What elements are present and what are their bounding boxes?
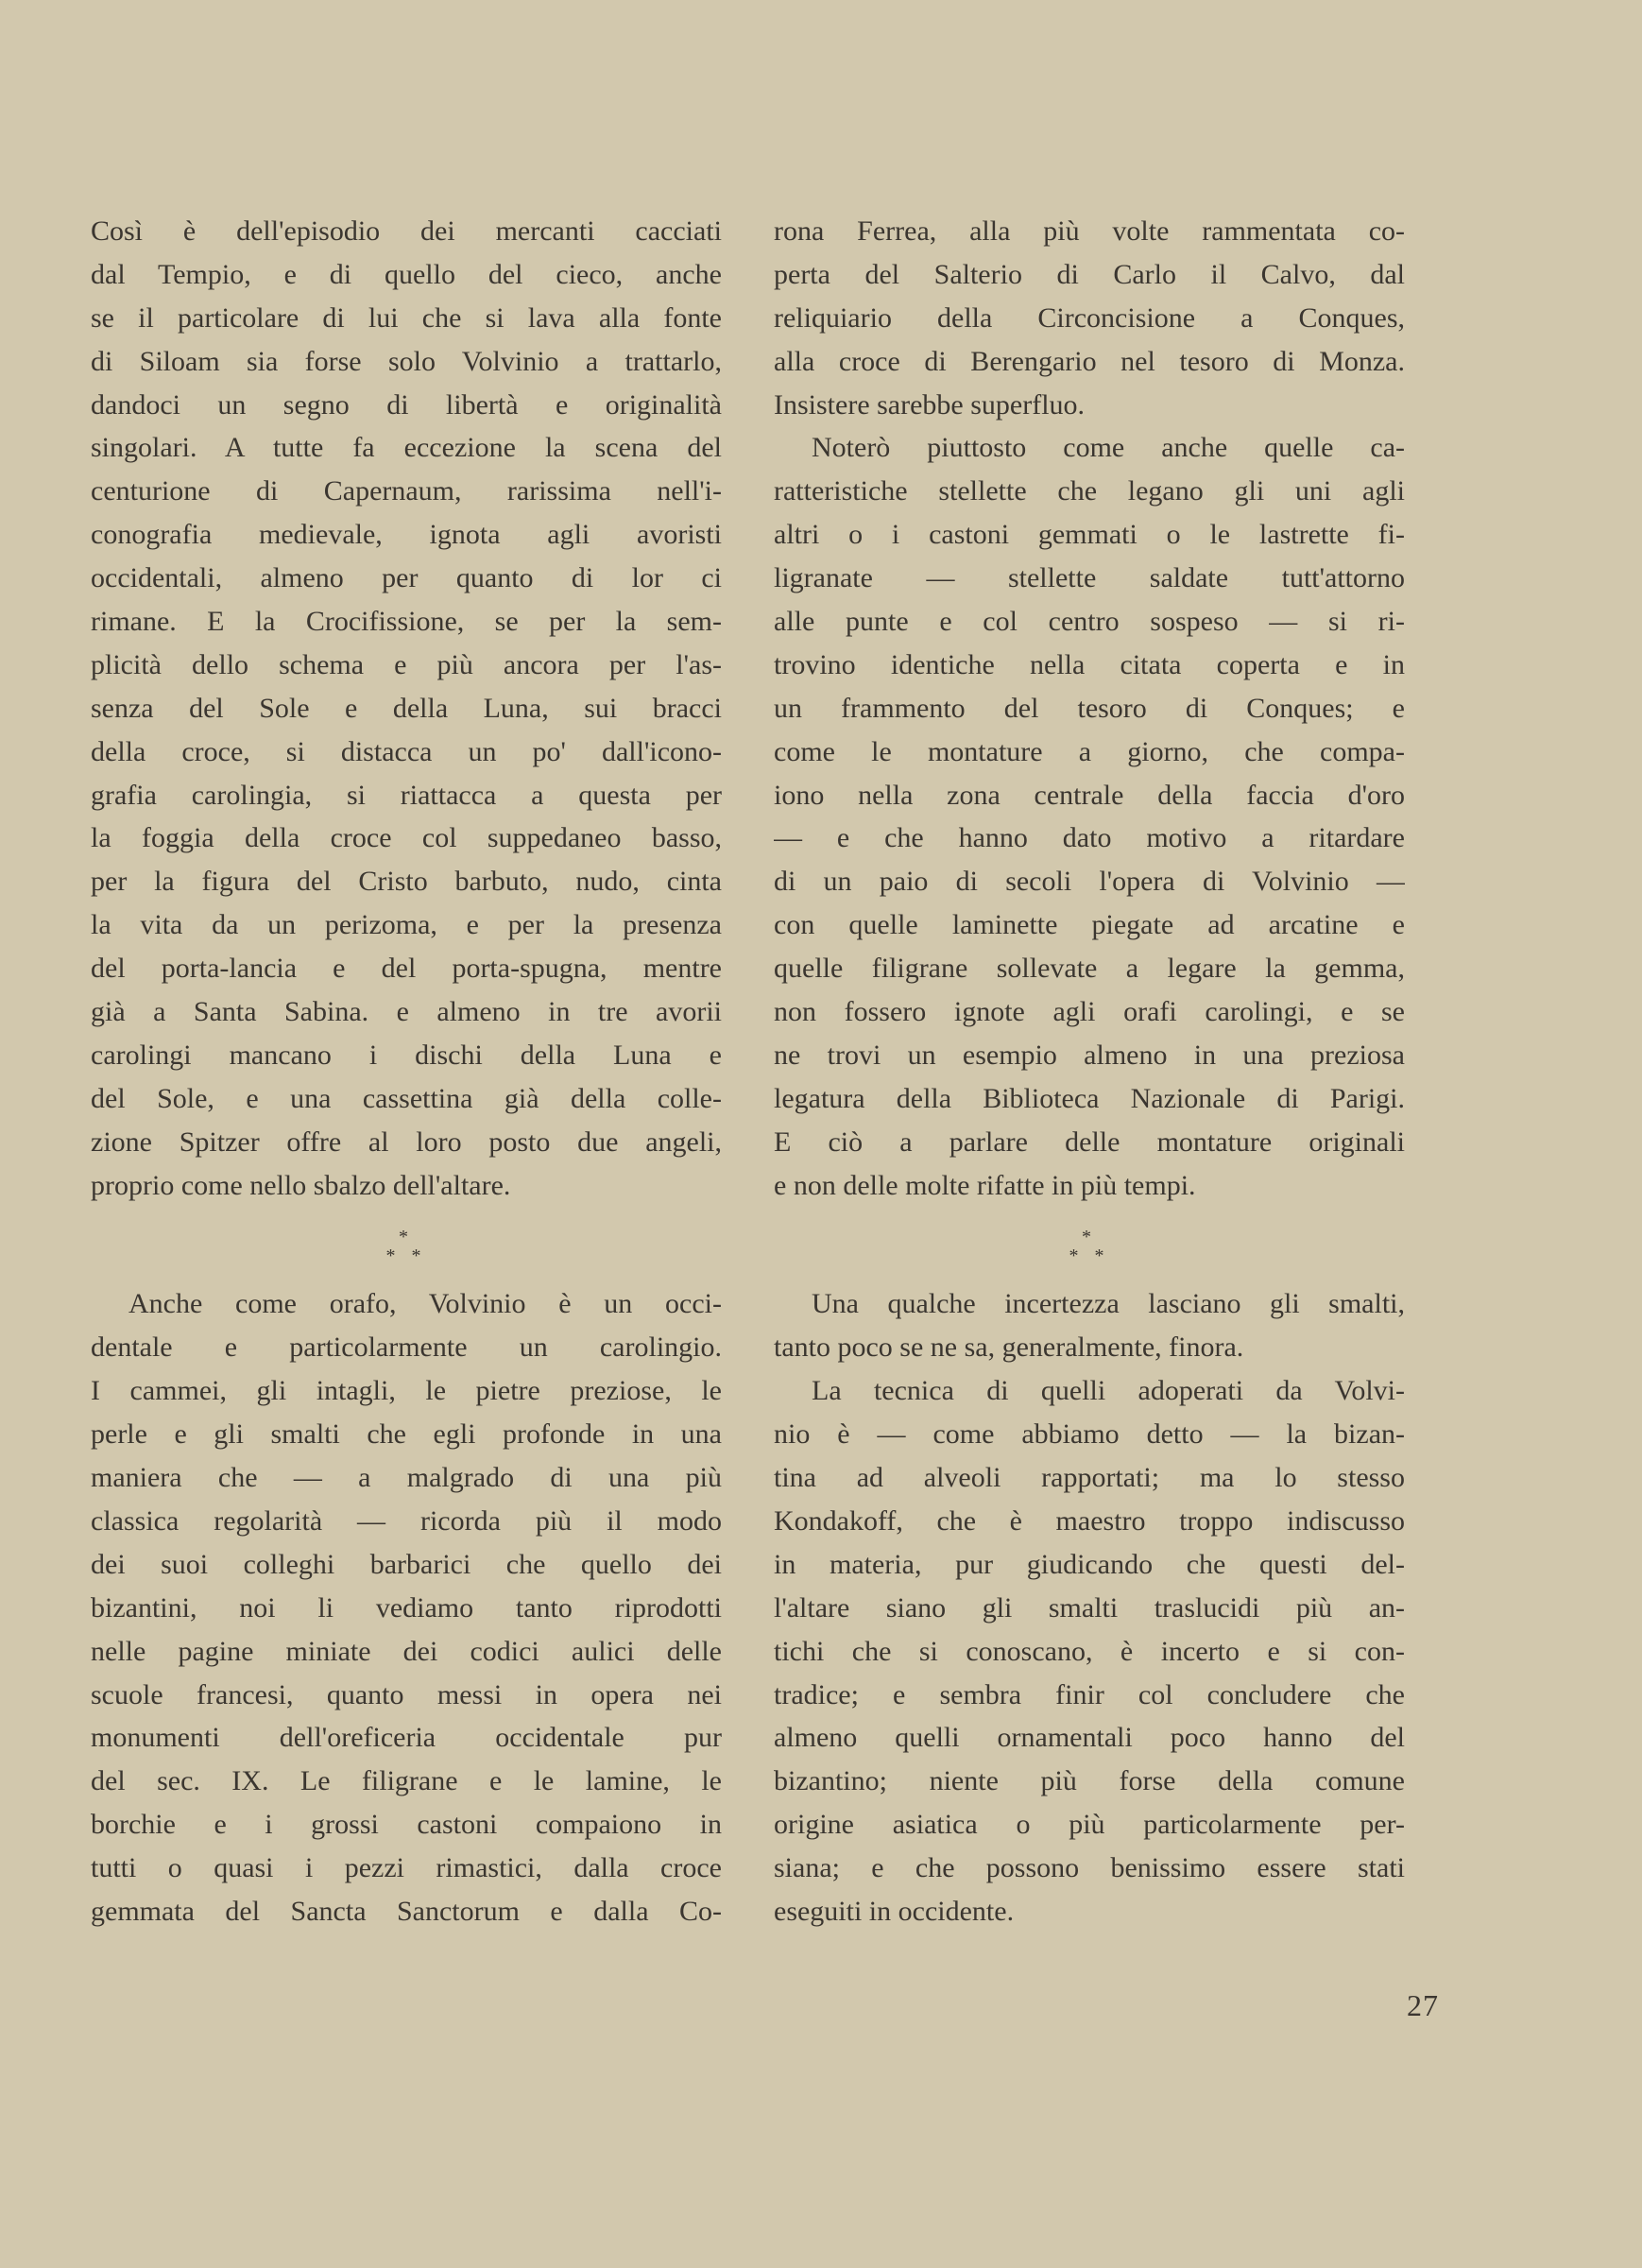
paragraph bbox=[774, 1369, 1405, 1933]
text-line: bizantino; niente più forse della comune bbox=[774, 1765, 1405, 1797]
text-line: tina ad alveoli rapportati; ma lo stesso bbox=[774, 1462, 1405, 1494]
text-line: Noterò piuttosto come anche quelle ca- bbox=[812, 432, 1405, 464]
text-line: siana; e che possono benissimo essere stati bbox=[774, 1852, 1405, 1884]
text-line: dentale e particolarmente un carolingio. bbox=[91, 1332, 722, 1364]
left-column bbox=[91, 210, 722, 1933]
text-line: con quelle laminette piegate ad arcatine e bbox=[774, 909, 1405, 941]
text-line: borchie e i grossi castoni compaiono in bbox=[91, 1809, 722, 1841]
text-line: senza del Sole e della Luna, sui bracci bbox=[91, 692, 722, 724]
text-line: almeno quelli ornamentali poco hanno del bbox=[774, 1722, 1405, 1754]
text-line: iono nella zona centrale della faccia d'oro bbox=[774, 779, 1405, 811]
text-line: rona Ferrea, alla più volte rammentata co- bbox=[774, 215, 1405, 247]
text-line: ligranate — stellette saldate tutt'attorno bbox=[774, 562, 1405, 594]
text-line: bizantini, noi li vediamo tanto riprodotti bbox=[91, 1591, 722, 1624]
page-number: 27 bbox=[1407, 1988, 1439, 2022]
asterism-bottom: * * bbox=[1069, 1246, 1110, 1267]
text-line: la foggia della croce col suppedaneo basso, bbox=[91, 822, 722, 854]
text-line: tutti o quasi i pezzi rimastici, dalla croce bbox=[91, 1852, 722, 1884]
paragraph bbox=[774, 1282, 1405, 1369]
text-line: dal Tempio, e di quello del cieco, anche bbox=[91, 258, 722, 290]
text-line: se il particolare di lui che si lava alla fonte bbox=[91, 301, 722, 334]
text-line: maniera che — a malgrado di una più bbox=[91, 1462, 722, 1494]
text-line: tanto poco se ne sa, generalmente, finora. bbox=[774, 1332, 1244, 1364]
text-line: Una qualche incertezza lasciano gli smalti, bbox=[812, 1288, 1405, 1320]
text-line: alle punte e col centro sospeso — si ri- bbox=[774, 606, 1405, 638]
text-line: reliquiario della Circoncisione a Conques, bbox=[774, 301, 1405, 334]
text-line: La tecnica di quelli adoperati da Volvi- bbox=[812, 1375, 1405, 1407]
text-line: altri o i castoni gemmati o le lastrette fi- bbox=[774, 519, 1405, 551]
text-line: ratteristiche stellette che legano gli uni agli bbox=[774, 475, 1405, 507]
text-line: scuole francesi, quanto messi in opera nei bbox=[91, 1678, 722, 1710]
text-line: di un paio di secoli l'opera di Volvinio — bbox=[774, 866, 1405, 898]
text-line: E ciò a parlare delle montature originali bbox=[774, 1125, 1405, 1158]
text-line: Insistere sarebbe superfluo. bbox=[774, 388, 1086, 421]
text-line: la vita da un perizoma, e per la presenza bbox=[91, 909, 722, 941]
text-line: perle e gli smalti che egli profonde in una bbox=[91, 1418, 722, 1451]
text-line: nelle pagine miniate dei codici aulici delle bbox=[91, 1635, 722, 1667]
paragraph bbox=[91, 210, 722, 1207]
text-line: legatura della Biblioteca Nazionale di Parigi. bbox=[774, 1082, 1405, 1114]
text-line: perta del Salterio di Carlo il Calvo, dal bbox=[774, 258, 1405, 290]
text-line: del Sole, e una cassettina già della colle- bbox=[91, 1082, 722, 1114]
text-line: e non delle molte rifatte in più tempi. bbox=[774, 1169, 1196, 1201]
text-line: alla croce di Berengario nel tesoro di Monza. bbox=[774, 345, 1405, 377]
text-line: tichi che si conoscano, è incerto e si con- bbox=[774, 1635, 1405, 1667]
text-line: non fossero ignote agli orafi carolingi, e se bbox=[774, 996, 1405, 1028]
text-line: dei suoi colleghi barbarici che quello dei bbox=[91, 1548, 722, 1580]
text-line: zione Spitzer offre al loro posto due angeli, bbox=[91, 1125, 722, 1158]
text-line: eseguiti in occidente. bbox=[774, 1895, 1015, 1927]
text-line: in materia, pur giudicando che questi del- bbox=[774, 1548, 1405, 1580]
text-line: di Siloam sia forse solo Volvinio a trattarlo, bbox=[91, 345, 722, 377]
text-line: Così è dell'episodio dei mercanti cacciati bbox=[91, 215, 722, 247]
section-asterism bbox=[91, 1207, 722, 1282]
paragraph bbox=[774, 210, 1405, 426]
text-line: tradice; e sembra finir col concludere che bbox=[774, 1678, 1405, 1710]
text-line: dandoci un segno di libertà e originalità bbox=[91, 388, 722, 421]
section-asterism bbox=[774, 1207, 1405, 1282]
text-line: l'altare siano gli smalti traslucidi più an- bbox=[774, 1591, 1405, 1624]
text-line: I cammei, gli intagli, le pietre preziose, le bbox=[91, 1375, 722, 1407]
text-line: gemmata del Sancta Sanctorum e dalla Co- bbox=[91, 1895, 722, 1927]
text-line: un frammento del tesoro di Conques; e bbox=[774, 692, 1405, 724]
text-line: del porta-lancia e del porta-spugna, mentre bbox=[91, 953, 722, 985]
text-line: plicità dello schema e più ancora per l'as- bbox=[91, 648, 722, 680]
text-line: — e che hanno dato motivo a ritardare bbox=[774, 822, 1405, 854]
text-line: quelle filigrane sollevate a legare la gemma, bbox=[774, 953, 1405, 985]
text-line: occidentali, almeno per quanto di lor ci bbox=[91, 562, 722, 594]
text-line: nio è — come abbiamo detto — la bizan- bbox=[774, 1418, 1405, 1451]
text-line: come le montature a giorno, che compa- bbox=[774, 735, 1405, 767]
text-line: della croce, si distacca un po' dall'icono- bbox=[91, 735, 722, 767]
text-line: proprio come nello sbalzo dell'altare. bbox=[91, 1169, 511, 1201]
text-line: ne trovi un esempio almeno in una preziosa bbox=[774, 1039, 1405, 1071]
text-line: rimane. E la Crocifissione, se per la sem- bbox=[91, 606, 722, 638]
text-line: centurione di Capernaum, rarissima nell'i- bbox=[91, 475, 722, 507]
text-line: conografia medievale, ignota agli avoristi bbox=[91, 519, 722, 551]
paragraph bbox=[91, 1282, 722, 1933]
text-line: Kondakoff, che è maestro troppo indiscusso bbox=[774, 1504, 1405, 1537]
text-line: grafia carolingia, si riattacca a questa per bbox=[91, 779, 722, 811]
text-line: classica regolarità — ricorda più il modo bbox=[91, 1504, 722, 1537]
right-column bbox=[774, 210, 1405, 1933]
asterism-top: * bbox=[399, 1227, 414, 1248]
text-line: del sec. IX. Le filigrane e le lamine, le bbox=[91, 1765, 722, 1797]
text-line: carolingi mancano i dischi della Luna e bbox=[91, 1039, 722, 1071]
text-line: monumenti dell'oreficeria occidentale pur bbox=[91, 1722, 722, 1754]
asterism-top: * bbox=[1082, 1227, 1097, 1248]
text-line: origine asiatica o più particolarmente per- bbox=[774, 1809, 1405, 1841]
text-line: già a Santa Sabina. e almeno in tre avorii bbox=[91, 996, 722, 1028]
asterism-bottom: * * bbox=[385, 1246, 427, 1267]
text-line: Anche come orafo, Volvinio è un occi- bbox=[128, 1288, 722, 1320]
text-line: per la figura del Cristo barbuto, nudo, cinta bbox=[91, 866, 722, 898]
text-line: singolari. A tutte fa eccezione la scena del bbox=[91, 432, 722, 464]
paragraph bbox=[774, 426, 1405, 1207]
text-line: trovino identiche nella citata coperta e in bbox=[774, 648, 1405, 680]
